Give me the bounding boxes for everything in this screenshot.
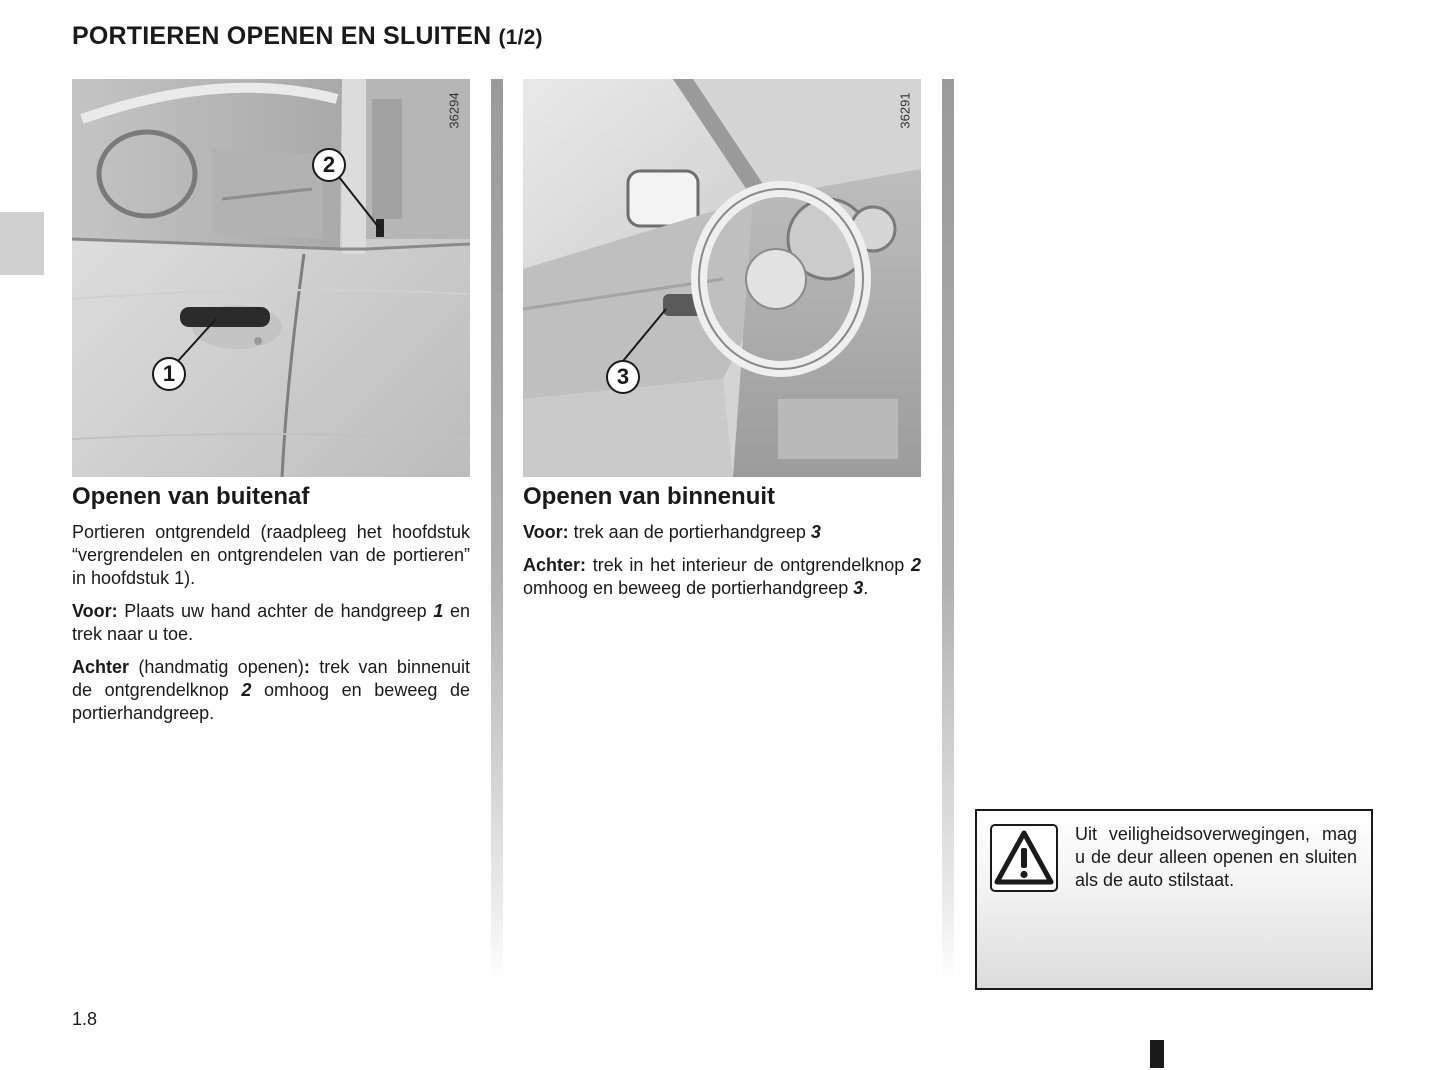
warning-triangle-shape: [992, 826, 1056, 890]
page-title: [72, 22, 543, 51]
ref-2: 2: [241, 680, 252, 700]
page-number: 1.8: [72, 1009, 98, 1029]
callout-3: 3: [606, 360, 640, 394]
figure-code-middle: 36291: [897, 92, 913, 129]
paragraph-unlocked: Portieren ontgrendeld (raadpleeg het hoofdstuk “vergrendelen en ontgrendelen van de portieren” in hoofdstuk 1).: [72, 522, 470, 588]
page-edge-mark: [1150, 1040, 1164, 1068]
text-rear-c: omhoog en beweeg de portierhandgreep.: [72, 680, 470, 723]
paragraph-front-inside: [523, 521, 921, 544]
door-interior-illustration: [523, 79, 921, 477]
column-middle: [523, 79, 921, 610]
label-front-inside: Voor:: [523, 522, 569, 542]
ref-2-inside: 2: [910, 555, 921, 575]
callout-1: 1: [152, 357, 186, 391]
paragraph-rear-inside: [523, 554, 921, 600]
ref-1: 1: [433, 601, 444, 621]
paragraph-rear-outside: [72, 656, 470, 725]
text-rear-inside-c: .: [863, 578, 869, 598]
column-left: [72, 79, 470, 735]
chapter-tab: [0, 212, 44, 275]
column-divider-1: [491, 79, 503, 984]
figure-interior-door: [523, 79, 921, 477]
text-rear-b: trek van binnenuit de ontgrendelknop: [72, 657, 470, 700]
safety-warning-box: [975, 809, 1373, 990]
figure-exterior-door: [72, 79, 470, 477]
section-heading-inside: Openen van binnenuit: [523, 483, 776, 510]
label-rear: Achter: [72, 657, 130, 677]
text-rear-colon: :: [303, 657, 310, 677]
text-rear-a: (handmatig openen): [129, 657, 304, 677]
text-front-b: en trek naar u toe.: [72, 601, 470, 644]
ref-3: 3: [810, 522, 821, 542]
text-front-inside: trek aan de portierhandgreep: [568, 522, 811, 542]
figure-code-left: 36294: [446, 92, 462, 129]
page-title-main: PORTIEREN OPENEN EN SLUITEN: [72, 22, 492, 50]
ref-3-inside: 3: [853, 578, 864, 598]
warning-triangle-icon: [990, 824, 1058, 892]
text-front-a: Plaats uw hand achter de handgreep: [117, 601, 434, 621]
door-exterior-illustration: [72, 79, 470, 477]
label-front: Voor:: [72, 601, 118, 621]
page-title-part: (1/2): [498, 26, 543, 49]
text-rear-inside-b: omhoog en beweeg de portierhandgreep: [523, 578, 854, 598]
column-divider-2: [942, 79, 954, 984]
text-rear-inside-a: trek in het interieur de ontgrendelknop: [586, 555, 911, 575]
warning-text: Uit veiligheidsoverwegingen, mag u de deur alleen openen en sluiten als de auto stilstaat.: [1075, 824, 1357, 890]
section-heading-outside: Openen van buitenaf: [72, 483, 310, 510]
callout-2: 2: [312, 148, 346, 182]
paragraph-front-outside: [72, 600, 470, 646]
label-rear-inside: Achter:: [523, 555, 587, 575]
